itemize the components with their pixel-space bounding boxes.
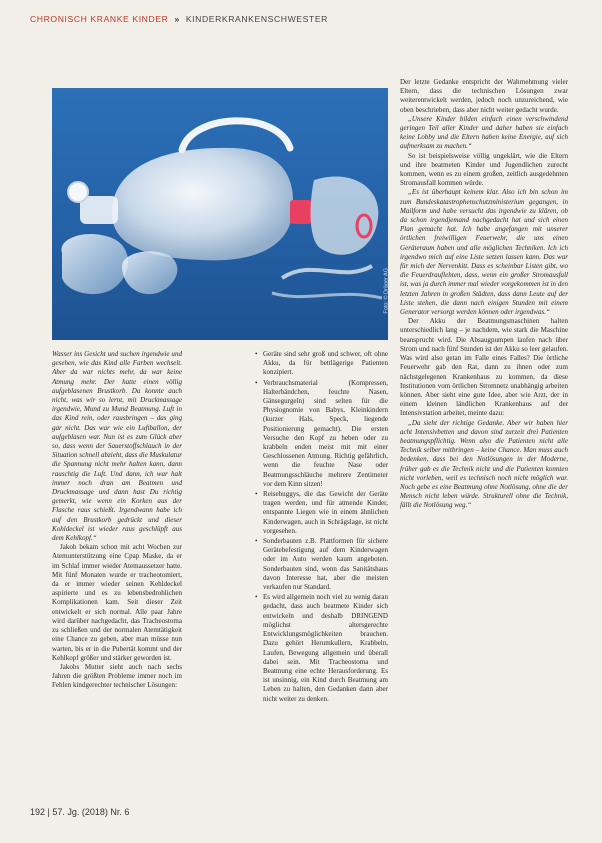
text-column-middle: [254, 350, 388, 705]
bullet-item: • Geräte sind sehr groß und schwer, oft ohne Akku, da für bettlägerige Patienten konzipiert.: [263, 350, 388, 378]
bullet-item: • Sonderbauten z.B. Plattformen für sichere Gerätebefestigung auf dem Kinderwagen oder im Auto werden kaum angeboten. Sonderbauten sind, wenn das Sanitätshaus davon Interesse hat, aber die meisten verkaufen nur Standard.: [263, 537, 388, 592]
bag-body: [112, 148, 293, 261]
header-separator: »: [174, 14, 180, 24]
text-column-left: [52, 350, 182, 691]
paragraph: Jakobs Mutter sieht auch nach sechs Jahren die größten Probleme immer noch im Fehlen kindgerechter technischer Lösungen:: [52, 662, 182, 690]
face-mask-small: [122, 251, 177, 294]
paragraph: Der Akku der Beatmungsmaschinen halten unterschiedlich lang – je nachdem, wie stark die Maschine beansprucht wird. Die Absaugpumpen laufen nach über Strom und nach fünf Stunden ist der Akku so leer gelaufen. Was wird also getan im Falle eines Falles? Die örtliche Feuerwehr gab den Rat, dann zu ihnen oder zum nächstgelegenen Krankenhaus zu kommen, da diese Institutionen vom örtlichen Stromnetz unabhängig arbeiten können. Aber sieht eine gute Idee, aber wie Arzt, der in einem kleinen ländlichen Krankenhaus auf der Intensivstation arbeitet, meinte dazu:: [400, 317, 568, 418]
paragraph: „Unsere Kinder bilden einfach einen verschwindend geringen Teil aller Kinder und daher haben sie einfach keine Lobby und die Eltern haben keine Energie, auf sich aufmerksam zu machen.“: [400, 114, 568, 151]
oxygen-tube-2: [272, 293, 382, 298]
bullet-item: • Reisebuggys, die das Gewicht der Geräte tragen werden, und für atmende Kinder, entspannte Liegen wie in einem ähnlichen Kinderwagen, auch in Schrägslage, ist nicht vorgesehen.: [263, 490, 388, 536]
header-topic: KINDERKRANKENSCHWESTER: [185, 14, 328, 24]
paragraph: „Es ist überhaupt keinem klar. Also ich bin schon im zum Bundeskatastrophenschutzministerium gegangen, in Mailform und habe versucht das irgendwie zu klären, ob da schon irgendjemand nachgedacht hat und sich einen Plan gemacht hat. Ich habe angefangen mit unserer örtlichen freiwilligen Feuerwehr, die uns einen Geräteraum haben und alle möglichen Techniken. Ich ich irgendwo mich auf eine Liste setzen lassen kann. Das war für mich der Nervenkitt. Dass es scheinbar Listen gibt, wo die Feuerdrauflehten, dass, wenn ein großer Stromausfall ist, was ja durch immer mal wieder vorgekommen ist in den letzten Jahren in großen Städten, dass dann Leute auf der Liste stehen, die dann nach einigen Stunden mit einem Generator versorgt werden können oder irgendwas.“: [400, 188, 568, 317]
bullet-item: • Verbrauchsmaterial (Kompressen, Halterbändchen, feuchte Nasen, Gänsegurgeln) sind selten für die Physiognomie von Babys, Kleinkindern (kurzer Hals, Speck, liegende Positionierung gemacht). Die ersten Versuche den Kopf zu heben oder zu krabbeln enden meist mit mit einer Geschlossenen Atmung. Richtig gefährlich, wenn die feuchte Nase oder Beatmungsschläuche mehrere Zentimeter vor dem Kinn sitzen!: [263, 379, 388, 489]
bullet-item: • Es wird allgemein noch viel zu wenig daran gedacht, dass auch beatmete Kinder sich entwickeln und deshalb DRINGEND möglichst altersgerechte Entwicklungsmöglichkeiten brauchen. Dazu gehört Herumkullern, Krabbeln, Laufen, Bewegung allgemein und überall dabei sein. Mit Tracheostoma und Beatmung eine echte Herausforderung. Es ist unsinnig, ein Kind durch Beatmung am Leben zu halten, den Gedanken dann aber nicht weiter zu denken.: [263, 593, 388, 703]
header-section: CHRONISCH KRANKE KINDER: [30, 14, 169, 24]
patient-valve: [290, 200, 312, 224]
oxygen-tube: [282, 266, 372, 278]
resuscitator-photo: [52, 88, 388, 340]
page-footer: 192 | 57. Jg. (2018) Nr. 6: [30, 807, 130, 817]
bag-inlet: [80, 196, 118, 224]
running-header: [30, 14, 328, 24]
bag-handle: [182, 121, 290, 150]
paragraph: So ist beispielsweise völlig ungeklärt, wie die Eltern und ihre beatmeten Kinder und Jugendlichen zurecht kommen, wenn es zu einem großen, zeitlich ausgedehnten Stromausfall kommen würde.: [400, 151, 568, 188]
paragraph: „Da sieht der richtige Gedanke. Aber wir haben hier acht Intensivbetten und davon sind zurzeit drei Patienten beatmungspflichtig. Wenn also die Patienten nicht alle Technik selber mitbringen – keine Chance. Man muss auch bedenken, dass bei den Notlösungen in der Moderne, früher gab es die Technik nicht und die Patienten konnten nicht vorleben, weil es technisch noch nicht möglich war. Noch gebe es eine Beatmung ohne Notlösung, ohne die der Mensch nicht leben würde. Strukturell ohne die Technik, fällt die Notlösung weg.“: [400, 418, 568, 510]
face-mask-large: [61, 234, 128, 294]
text-column-right: [400, 78, 568, 511]
paragraph: Jakob bekam schon mit acht Wochen zur Atemunterstützung eine Cpap Maske, da er im Schlaf immer wieder Atemaussetzer hatte. Mit fünf Monaten wurde er tracheotomiert, da er immer wieder seinen Kehldeckel aspirierte und es zu lebensbedrohlichen Komplikationen kam. Seit dieser Zeit entwickelt er sich normal. Alle paar Jahre wird darüber nachgedacht, das Tracheostoma zu schließen und der normalen Atemtätigkeit eine Chance zu geben, aber man müsse nun warten, bis er in die Pubertät kommt und der Kehlkopf größer und stärker geworden ist.: [52, 543, 182, 662]
paragraph: Der letzte Gedanke entspricht der Wahrnehmung vieler Eltern, dass die technischen Lösungen zwar weiterentwickelt werden, jedoch noch unzureichend, wie oben beschrieben, dass aber nicht weiter gedacht wurde.: [400, 78, 568, 114]
photo-credit: Foto: © Dräger AG: [384, 268, 390, 314]
inlet-valve: [68, 182, 88, 202]
paragraph: Wasser ins Gesicht und suchen irgendwie und gesehen, wie das Kind alle Farben wechselt. Aber da war nichts mehr, da war keine Atmung mehr. Der hatte einen völlig aufgeblasenen Brustkorb. Da konnte auch nicht, was wir so lernt, mit Druckmassage irgendwie, Mund zu Mund Beatmung. Luft in das Kind rein, oder rausbringen – das ging gar nicht. Das war wie ein Luftballon, der aufgeblasen war. Nun ist es zum Glück aber so, dass wenn der Sauerstoffschlauch in der Situation schnell abzieht, dass die Muskulatur die Spannung nicht mehr halten kann, dann rauschtig die Luft. Und dann, ich war halt immer noch dran am Beatmen und Druckmassage und dann hast Du richtig gemerkt, wie wenn ein Korken aus der Flasche raus schießt. Irgendwann habe ich auf den Brustkorb gedrückt und dieser Kohldeckel ist wieder raus geschlüpft aus dem Kehlkopf.“: [52, 350, 182, 543]
bullet-list: [254, 350, 388, 704]
resuscitator-illustration: [52, 88, 388, 340]
